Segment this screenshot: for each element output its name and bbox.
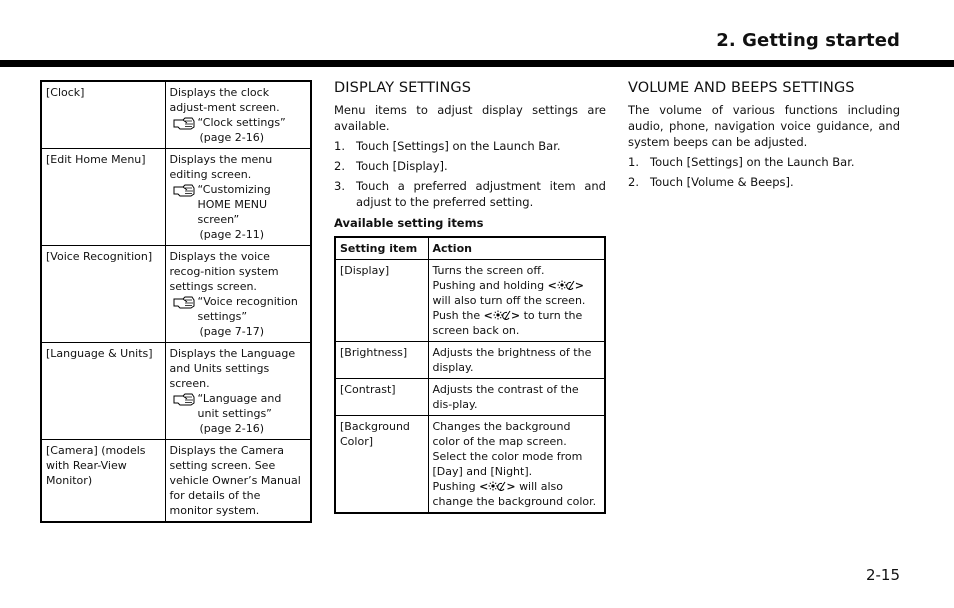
step-list bbox=[334, 138, 606, 210]
section-intro: Menu items to adjust display settings are available. bbox=[334, 103, 606, 133]
table-row bbox=[41, 149, 311, 246]
settings-menu-table bbox=[40, 80, 312, 523]
brightness-button-icon: < > bbox=[479, 480, 516, 493]
column-header-action: Action bbox=[428, 237, 605, 260]
step-text: Touch a preferred adjustment item and adjust to the preferred setting. bbox=[356, 179, 606, 209]
list-item bbox=[334, 158, 606, 174]
action-text: Pushing and holding bbox=[432, 279, 545, 292]
list-item bbox=[628, 154, 900, 170]
section-heading: DISPLAY SETTINGS bbox=[334, 80, 472, 96]
brightness-button-icon: < > bbox=[547, 279, 585, 292]
desc-cell bbox=[165, 149, 311, 246]
action-cell: Adjusts the contrast of the dis-play. bbox=[428, 379, 605, 416]
item-cell: [Contrast] bbox=[335, 379, 428, 416]
page-reference bbox=[170, 391, 307, 421]
available-items-heading: Available setting items bbox=[334, 216, 484, 230]
reference-title: “Clock settings” bbox=[197, 116, 286, 129]
page-number: 2-15 bbox=[865, 566, 900, 584]
action-text: will also change the background color. bbox=[432, 480, 597, 508]
reference-title: “Language and unit settings” bbox=[197, 392, 282, 420]
step-list bbox=[628, 154, 900, 190]
table-row bbox=[335, 342, 605, 379]
action-text: Push the bbox=[432, 309, 481, 322]
list-item bbox=[334, 138, 606, 154]
page-reference bbox=[170, 294, 307, 324]
reference-hand-icon bbox=[170, 182, 198, 197]
chapter-title: 2. Getting started bbox=[716, 30, 900, 51]
action-text: to turn the screen back on. bbox=[432, 309, 583, 337]
list-item bbox=[334, 178, 606, 210]
reference-page: (page 7-17) bbox=[199, 325, 265, 338]
action-text: will also turn off the screen. bbox=[432, 294, 586, 307]
desc-text: Displays the clock adjust-ment screen. bbox=[169, 86, 280, 114]
item-cell: [Camera] (models with Rear-View Monitor) bbox=[41, 440, 165, 523]
step-number: 3. bbox=[334, 179, 345, 193]
step-text: Touch [Settings] on the Launch Bar. bbox=[650, 155, 855, 169]
desc-text: Displays the menu editing screen. bbox=[169, 153, 273, 181]
step-text: Touch [Settings] on the Launch Bar. bbox=[356, 139, 561, 153]
reference-page: (page 2-16) bbox=[199, 131, 265, 144]
step-number: 2. bbox=[334, 159, 345, 173]
section-intro: The volume of various functions including audio, phone, navigation voice guidance, and system beeps can be adjusted. bbox=[628, 103, 900, 149]
list-item bbox=[628, 174, 900, 190]
item-cell: [Voice Recognition] bbox=[41, 246, 165, 343]
page-reference bbox=[170, 115, 307, 130]
step-text: Touch [Display]. bbox=[356, 159, 448, 173]
header-rule bbox=[0, 60, 954, 67]
volume-settings-section bbox=[628, 80, 900, 194]
table-row bbox=[41, 343, 311, 440]
reference-hand-icon bbox=[170, 115, 198, 130]
table-row bbox=[335, 260, 605, 342]
step-number: 1. bbox=[628, 155, 639, 169]
step-text: Touch [Volume & Beeps]. bbox=[650, 175, 794, 189]
page-reference bbox=[170, 182, 307, 227]
desc-cell: Displays the Camera setting screen. See vehicle Owner’s Manual for details of the monitor system. bbox=[165, 440, 311, 523]
desc-cell bbox=[165, 246, 311, 343]
action-text: Changes the background color of the map screen. Select the color mode from [Day] and [Night]. bbox=[432, 420, 583, 478]
step-number: 1. bbox=[334, 139, 345, 153]
item-cell: [Display] bbox=[335, 260, 428, 342]
action-cell bbox=[428, 260, 605, 342]
reference-hand-icon bbox=[170, 391, 198, 406]
item-cell: [Brightness] bbox=[335, 342, 428, 379]
item-cell: [Clock] bbox=[41, 81, 165, 149]
desc-text: Displays the Language and Units settings screen. bbox=[169, 347, 296, 390]
table-row bbox=[335, 416, 605, 514]
table-row bbox=[41, 440, 311, 523]
action-cell bbox=[428, 416, 605, 514]
action-text: Pushing bbox=[432, 480, 476, 493]
display-settings-section bbox=[334, 80, 606, 514]
reference-hand-icon bbox=[170, 294, 198, 309]
desc-cell bbox=[165, 81, 311, 149]
reference-title: “Customizing HOME MENU screen” bbox=[197, 183, 271, 226]
column-header-item: Setting item bbox=[335, 237, 428, 260]
desc-text: Displays the voice recog-nition system settings screen. bbox=[169, 250, 279, 293]
table-row bbox=[335, 379, 605, 416]
step-number: 2. bbox=[628, 175, 639, 189]
display-settings-table bbox=[334, 236, 606, 514]
item-cell: [Language & Units] bbox=[41, 343, 165, 440]
action-text: Turns the screen off. bbox=[432, 264, 545, 277]
section-heading: VOLUME AND BEEPS SETTINGS bbox=[628, 80, 855, 96]
brightness-button-icon: < > bbox=[483, 309, 521, 322]
item-cell: [Background Color] bbox=[335, 416, 428, 514]
reference-title: “Voice recognition settings” bbox=[197, 295, 298, 323]
reference-page: (page 2-16) bbox=[199, 422, 265, 435]
table-header-row bbox=[335, 237, 605, 260]
reference-page: (page 2-11) bbox=[199, 228, 265, 241]
table-row bbox=[41, 246, 311, 343]
desc-cell bbox=[165, 343, 311, 440]
table-row bbox=[41, 81, 311, 149]
item-cell: [Edit Home Menu] bbox=[41, 149, 165, 246]
action-cell: Adjusts the brightness of the display. bbox=[428, 342, 605, 379]
